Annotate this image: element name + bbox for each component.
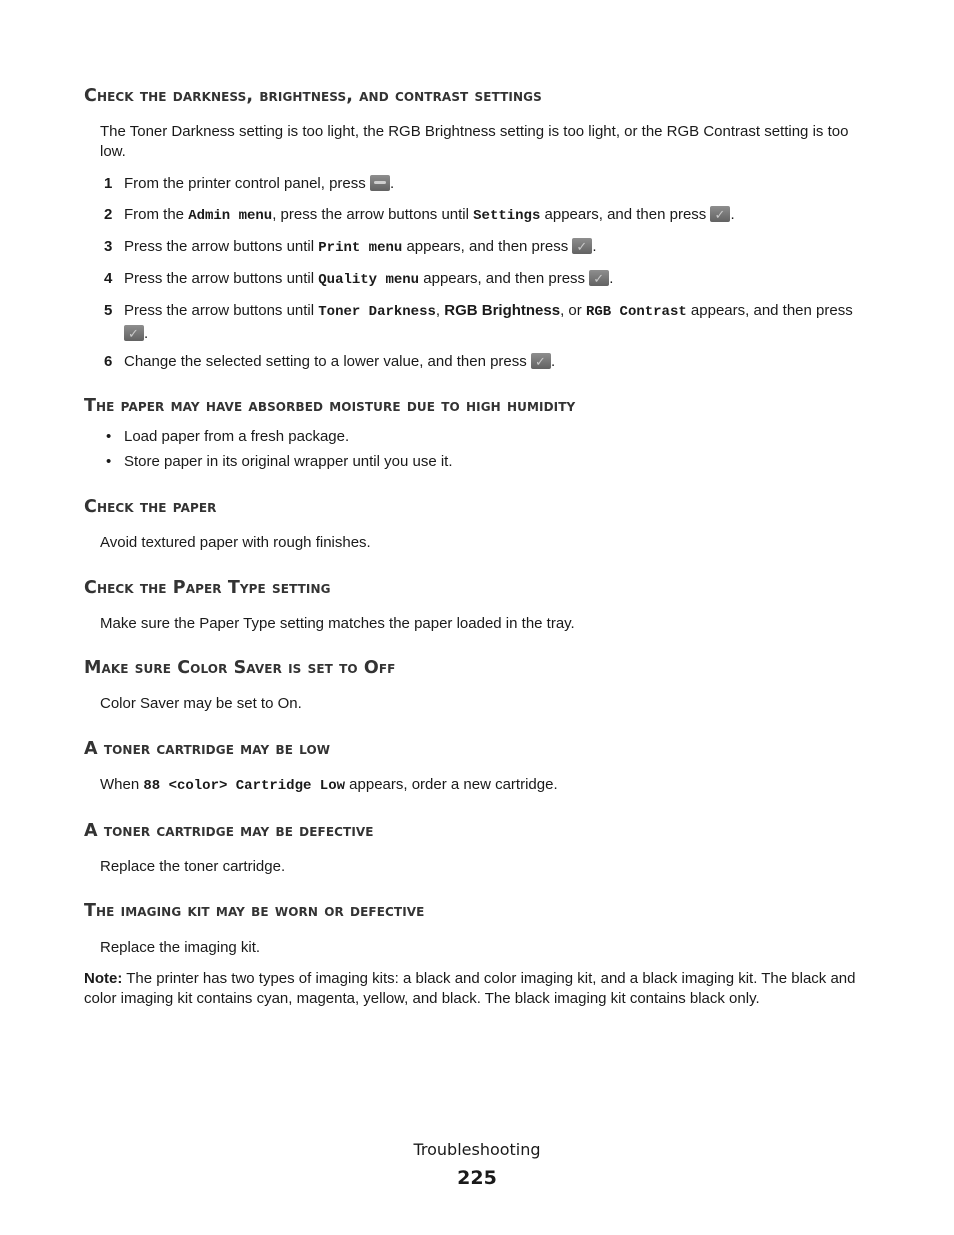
- setting-name: RGB Brightness: [444, 302, 561, 319]
- step-text-end: .: [730, 206, 735, 223]
- step-text: appears, and then press: [540, 206, 707, 223]
- step-text: appears, and then press: [402, 238, 569, 255]
- text-check-paper: Avoid textured paper with rough finishes.: [100, 534, 371, 551]
- heading-moisture: The paper may have absorbed moisture due to high humidity: [84, 396, 576, 416]
- step-number: 6: [104, 353, 113, 370]
- note: [84, 969, 874, 1008]
- bullet-item: • Store paper in its original wrapper until you use it.: [106, 453, 453, 470]
- text-toner-defective: Replace the toner cartridge.: [100, 858, 286, 875]
- step-text: From the printer control panel, press: [124, 175, 366, 192]
- text-part: When: [100, 776, 144, 793]
- menu-name: Toner Darkness: [318, 304, 436, 320]
- step-text: Press the arrow buttons until: [124, 270, 319, 287]
- checkmark-icon: [572, 238, 592, 254]
- step-text-end: .: [592, 238, 597, 255]
- page-number: 225: [457, 1167, 497, 1189]
- checkmark-icon: [710, 206, 730, 222]
- footer-chapter-title: Troubleshooting: [413, 1140, 541, 1159]
- bullet-text: Load paper from a fresh package.: [124, 428, 350, 445]
- step-text: Press the arrow buttons until: [124, 238, 319, 255]
- bullet-item: • Load paper from a fresh package.: [106, 428, 350, 445]
- heading-check-paper: Check the paper: [84, 497, 217, 517]
- text-part: appears, order a new cartridge.: [345, 776, 558, 793]
- step-text: From the: [124, 206, 189, 223]
- step-1: [104, 173, 864, 194]
- checkmark-icon: [589, 270, 609, 286]
- intro-darkness: The Toner Darkness setting is too light, the RGB Brightness setting is too light, or the RGB Contrast setting is too low.: [100, 123, 849, 160]
- step-text: Change the selected setting to a lower value, and then press: [124, 353, 527, 370]
- heading-paper-type: Check the Paper Type setting: [84, 578, 331, 598]
- heading-color-saver: Make sure Color Saver is set to Off: [84, 658, 396, 678]
- step-6: [104, 351, 864, 372]
- step-2: [104, 204, 864, 227]
- text-color-saver: Color Saver may be set to On.: [100, 695, 302, 712]
- note-label: Note:: [84, 970, 123, 987]
- step-text-end: .: [144, 325, 149, 342]
- step-text: Press the arrow buttons until: [124, 302, 319, 319]
- menu-name: Settings: [473, 208, 541, 224]
- step-text-end: .: [389, 175, 395, 192]
- step-text: , press the arrow buttons until: [272, 206, 474, 223]
- menu-name: Quality menu: [318, 272, 420, 288]
- step-text-end: .: [550, 353, 556, 370]
- step-number: 4: [104, 270, 113, 287]
- heading-darkness-settings: Check the darkness, brightness, and contrast settings: [84, 86, 542, 106]
- text-toner-low: [100, 775, 558, 796]
- heading-toner-defective: A toner cartridge may be defective: [84, 821, 374, 841]
- step-5: [104, 300, 864, 344]
- text-imaging-kit: Replace the imaging kit.: [100, 939, 261, 956]
- step-text: appears, and then press: [686, 302, 853, 319]
- step-number: 2: [104, 206, 113, 223]
- step-text-end: .: [609, 270, 614, 287]
- checkmark-icon: [124, 325, 144, 341]
- step-text: , or: [560, 302, 586, 319]
- key-icon: [370, 175, 390, 191]
- menu-name: Admin menu: [188, 208, 273, 224]
- text-paper-type: Make sure the Paper Type setting matches the paper loaded in the tray.: [100, 615, 575, 632]
- step-text: ,: [435, 302, 445, 319]
- menu-name: RGB Contrast: [585, 304, 687, 320]
- step-number: 1: [104, 175, 113, 192]
- menu-name: Print menu: [318, 240, 403, 256]
- step-number: 3: [104, 238, 113, 255]
- bullet-text: Store paper in its original wrapper until you use it.: [124, 453, 453, 470]
- step-3: [104, 236, 864, 259]
- step-number: 5: [104, 302, 113, 319]
- heading-imaging-kit: The imaging kit may be worn or defective: [84, 901, 425, 921]
- heading-toner-low: A toner cartridge may be low: [84, 739, 331, 759]
- message-name: 88 <color> Cartridge Low: [143, 778, 345, 794]
- checkmark-icon: [531, 353, 551, 369]
- step-text: appears, and then press: [419, 270, 586, 287]
- note-text: The printer has two types of imaging kits: a black and color imaging kit, and a black imaging kit. The black and color imaging kit contains cyan, magenta, yellow, and black. The black imaging kit contains black only.: [84, 970, 856, 1007]
- step-4: [104, 268, 864, 291]
